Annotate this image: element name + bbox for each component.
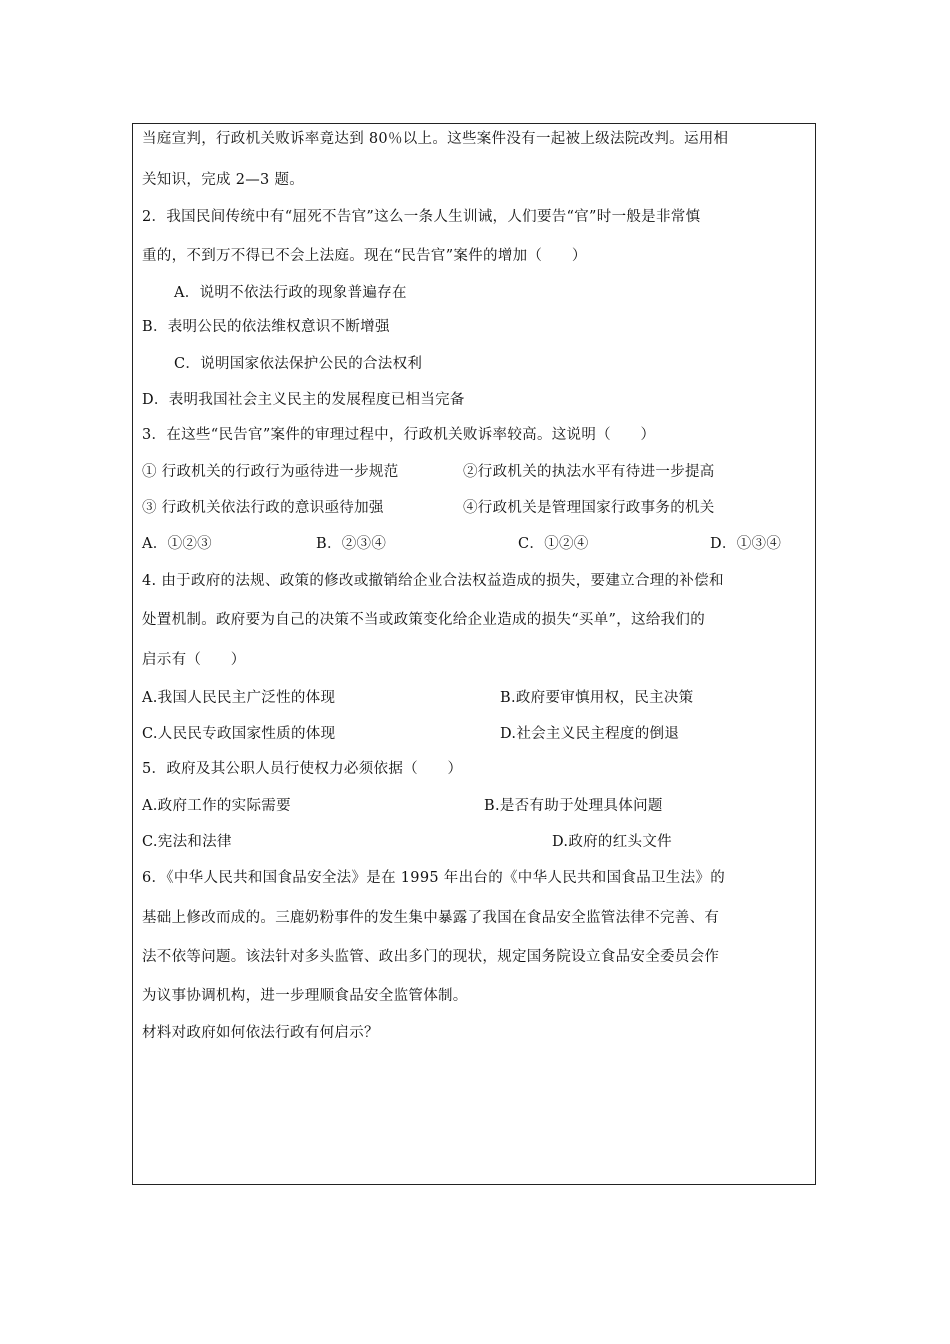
q3-statement-2: ②行政机关的执法水平有待进一步提高 <box>463 464 715 480</box>
q3-option-c: C．①②④ <box>518 536 589 552</box>
q4-stem-line-2: 处置机制。政府要为自己的决策不当或政策变化给企业造成的损失“买单”，这给我们的 <box>142 612 706 628</box>
q4-stem-line-3: 启示有（ ） <box>142 652 246 668</box>
q2-stem-line-1: 2．我国民间传统中有“屈死不告官”这么一条人生训诫，人们要告“官”时一般是非常慎 <box>142 209 701 225</box>
material-line-1: 当庭宣判，行政机关败诉率竟达到 80％以上。这些案件没有一起被上级法院改判。运用相 <box>142 131 729 147</box>
q4-option-d: D.社会主义民主程度的倒退 <box>500 726 680 742</box>
q5-option-d: D.政府的红头文件 <box>552 834 672 850</box>
q4-option-c: C.人民民专政国家性质的体现 <box>142 726 336 742</box>
q6-material-line-4: 为议事协调机构，进一步理顺食品安全监管体制。 <box>142 988 468 1004</box>
q6-material-line-3: 法不依等问题。该法针对多头监管、政出多门的现状，规定国务院设立食品安全委员会作 <box>142 949 720 965</box>
q3-statement-3: ③ 行政机关依法行政的意识亟待加强 <box>142 500 384 516</box>
q5-option-a: A.政府工作的实际需要 <box>142 798 291 814</box>
q3-stem: 3．在这些“民告官”案件的审理过程中，行政机关败诉率较高。这说明（ ） <box>142 427 656 443</box>
q5-option-b: B.是否有助于处理具体问题 <box>484 798 663 814</box>
q6-material-line-1: 6．《中华人民共和国食品安全法》是在 1995 年出台的《中华人民共和国食品卫生法》的 <box>142 870 725 886</box>
q3-option-b: B．②③④ <box>316 536 387 552</box>
q5-stem: 5．政府及其公职人员行使权力必须依据（ ） <box>142 761 463 777</box>
q3-statement-4: ④行政机关是管理国家行政事务的机关 <box>463 500 715 516</box>
q4-stem-line-1: 4. 由于政府的法规、政策的修改或撤销给企业合法权益造成的损失，要建立合理的补偿和 <box>142 573 724 589</box>
q2-stem-line-2: 重的，不到万不得已不会上法庭。现在“民告官”案件的增加（ ） <box>142 248 587 264</box>
q3-statement-1: ① 行政机关的行政行为亟待进一步规范 <box>142 464 399 480</box>
q2-option-d: D．表明我国社会主义民主的发展程度已相当完备 <box>142 392 465 408</box>
material-line-2: 关知识，完成 2—3 题。 <box>142 172 305 188</box>
q6-material-line-2: 基础上修改而成的。三鹿奶粉事件的发生集中暴露了我国在食品安全监管法律不完善、有 <box>142 910 720 926</box>
q4-option-b: B.政府要审慎用权，民主决策 <box>500 690 694 706</box>
q2-option-a: A．说明不依法行政的现象普遍存在 <box>174 285 407 301</box>
q5-option-c: C.宪法和法律 <box>142 834 232 850</box>
q3-option-a: A．①②③ <box>142 536 212 552</box>
q6-question: 材料对政府如何依法行政有何启示？ <box>142 1025 379 1041</box>
q3-option-d: D．①③④ <box>710 536 782 552</box>
q4-option-a: A.我国人民民主广泛性的体现 <box>142 690 336 706</box>
q2-option-b: B．表明公民的依法维权意识不断增强 <box>142 319 390 335</box>
q2-option-c: C．说明国家依法保护公民的合法权利 <box>174 356 423 372</box>
